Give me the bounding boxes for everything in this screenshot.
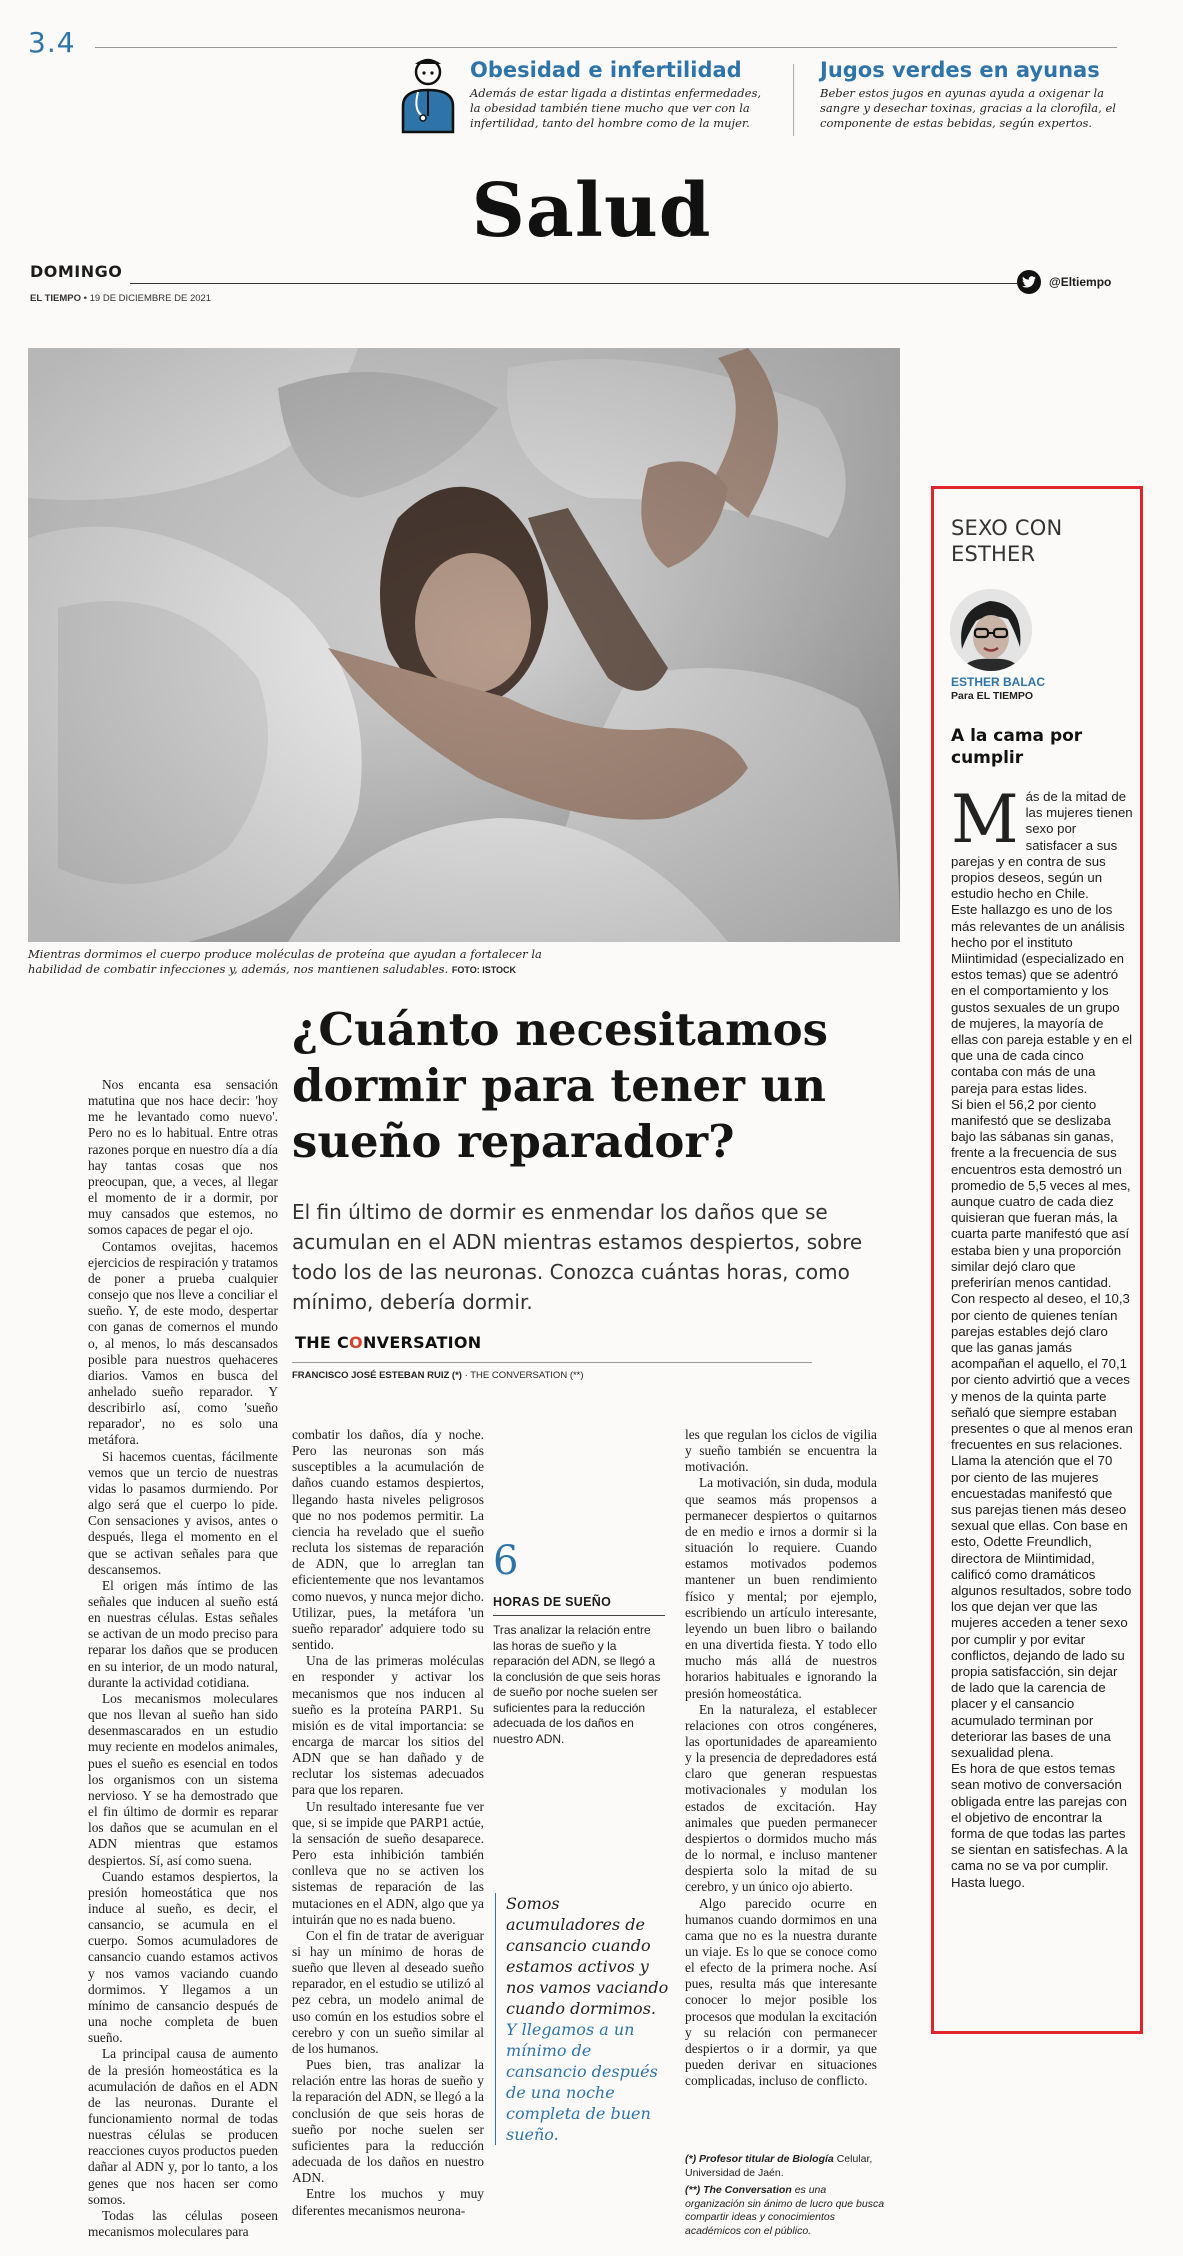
paragraph: El origen más íntimo de las señales que inducen al sueño está en nuestras células. Estas señales se activan de un modo preciso para reparar los daños que se producen en su interior, de un modo natural, durante la actividad cotidiana. [88, 1577, 278, 1690]
footnote-label: (**) The Conversation [685, 2184, 792, 2196]
sidebar-author: ESTHER BALAC [951, 675, 1046, 689]
teaser-text: Además de estar ligada a distintas enfermedades, la obesidad también tiene mucho que ver con la infertilidad, tanto del hombre como de la mujer. [470, 86, 762, 130]
article-column-3 [685, 1427, 877, 2089]
paragraph: Pues bien, tras analizar la relación entre las horas de sueño y la reparación del ADN, se llegó a la conclusión de que seis horas de sueño por noche suelen ser suficientes para la reducción adecuada de los daños en nuestro ADN. [292, 2057, 484, 2186]
paragraph: En la naturaleza, el establecer relaciones con otros congéneres, las oportunidades de apareamiento y la presencia de depredadores está claro que generan respuestas motivacionales y modulan los estados de excitación. Hay animales que pueden permanecer despiertos o dormidos mucho más de lo normal, e incluso mantener despierta solo la mitad de su cerebro, y un único ojo abierto. [685, 1701, 877, 1895]
drop-cap: M [951, 781, 1019, 858]
source-logo-end: NVERSATION [362, 1333, 482, 1352]
author-portrait-icon [950, 589, 1032, 671]
sleeping-woman-image [28, 348, 900, 942]
paragraph: combatir los daños, día y noche. Pero las neuronas son más susceptibles a la acumulación de daños cuando estamos despiertos, llegando hasta niveles peligrosos que no nos podemos permitir. La ciencia ha revelado que el sueño recluta los sistemas de reparación de ADN, que lo arreglan tan eficientemente que nos levantamos como nuevos, y nunca mejor dicho. Utilizar, pues, la metáfora 'un sueño reparador' adquiere todo su sentido. [292, 1427, 484, 1653]
paragraph: Es hora de que estos temas sean motivo de conversación obligada entre las parejas con el objetivo de encontrar la forma de que todas las partes se sientan en satisfechas. A la cama no se va por cumplir. Hasta luego. [951, 1761, 1128, 1890]
paragraph: Un resultado interesante fue ver que, si se impide que PARP1 actúe, la sensación de sueño desaparece. Pero esta inhibición también conlleva que no se activen los sistemas de reparación de las mutaciones en el ADN, algo que ya intuirán que no es nada bueno. [292, 1798, 484, 1927]
source-logo [295, 1333, 482, 1352]
paragraph: Una de las primeras moléculas en responder y activar los mecanismos que nos inducen al sueño es la proteína PARP1. Su misión es de vital importancia: se encarga de marcar los sitios del ADN que se han dañado y de reclutar los sistemas adecuados para que los reparen. [292, 1653, 484, 1798]
twitter-icon [1017, 270, 1041, 294]
top-rule [95, 47, 1117, 48]
paragraph: Si bien el 56,2 por ciento manifestó que se deslizaba bajo las sábanas sin ganas, frente a la frecuencia de sus encuentros esta demostró un promedio de 5,5 veces al mes, aunque cuatro de cada diez quisieran que fueran más, la cuarta parte manifestó que así estaba bien y una proporción similar dejó claro que preferirían menos cantidad. [951, 1096, 1131, 1291]
paragraph: Cuando estamos despiertos, la presión homeostática que nos induce al sueño, es decir, el cansancio, se acumula en el cuerpo. Somos acumuladores de cansancio cuando estamos activos y nos vamos vaciando cuando dormimos. Y llegamos a un mínimo de cansancio después de una noche completa de buen sueño. [88, 1868, 278, 2046]
source-logo-o: O [349, 1333, 363, 1352]
teaser-text: Beber estos jugos en ayunas ayuda a oxigenar la sangre y desechar toxinas, gracias a la clorofila, el componente de estas bebidas, según expertos. [820, 86, 1116, 130]
doctor-icon [393, 56, 463, 134]
byline [292, 1370, 584, 1381]
paragraph: La motivación, sin duda, modula que seamos más propensos a permanecer despiertos o quitarnos de en medio e irnos a dormir si la situación lo requiere. Cuando estamos motivados podemos mantener un buen rendimiento físico y mental; por ejemplo, escribiendo un artículo interesante, leyendo un buen libro o bailando en una divertida fiesta. Y todo ello mucho más allá de nuestros horarios habituales e ignorando la presión homeostática. [685, 1475, 877, 1701]
sidebar-column [931, 486, 1143, 2034]
sidebar-title: A la cama por cumplir [951, 726, 1083, 768]
paragraph: Los mecanismos moleculares que nos llevan al sueño han sido desenmascarados en un estudio muy reciente en modelos animales, pues el sueño es esencial en todos los organismos con un sistema nervioso. Y se ha demostrado que el fin último de dormir es reparar los daños que se acumulan en el ADN mientras que estamos despiertos. Sí, así como suena. [88, 1690, 278, 1868]
teaser-title: Obesidad e infertilidad [470, 58, 742, 82]
paragraph: Algo parecido ocurre en humanos cuando dormimos en una cama que no es la nuestra durante un viaje. Es lo que se conoce como el efecto de la primera noche. Así pues, resulta más que interesante conocer lo mejor posible los procesos que modulan la excitación y su relación con permanecer despiertos o ir a dormir, ya que pueden derivar en situaciones complicadas, incluso de conflicto. [685, 1895, 877, 2089]
twitter-handle: @Eltiempo [1049, 275, 1112, 289]
teaser-title: Jugos verdes en ayunas [820, 58, 1100, 82]
sidebar-lead [951, 781, 1133, 902]
fact-rule [493, 1615, 665, 1616]
dateline: EL TIEMPO • 19 DE DICIEMBRE DE 2021 [30, 293, 212, 304]
paragraph: Este hallazgo es uno de los más relevantes de un análisis hecho por el instituto Miintimidad (especializado en estos temas) que se adentró en el comportamiento y los gustos sexuales de un grupo de mujeres, la mayoría de ellas con pareja estable y en el que una de cada cinco contaba con más de una pareja para estas lides. [951, 902, 1133, 1096]
date: 19 DE DICIEMBRE DE 2021 [89, 293, 212, 304]
paragraph: Llama la atención que el 70 por ciento de las mujeres encuestadas manifestó que sus parejas tienen más deseo sexual que ellas. Con base en esto, Odette Freundlich, directora de Miintimidad, calificó como dramáticos algunos resultados, sobre todo los que dejan ver que las mujeres acceden a tener sexo por cumplir y por evitar conflictos, dejando de lado su propia satisfacción, sin dejar de lado que la carencia de placer y el cansancio acumulado terminan por deteriorar las bases de una sexualidad plena. [951, 1453, 1132, 1760]
footnote-label: (*) Profesor titular de Biología [685, 2153, 834, 2165]
footnote-1 [685, 2153, 885, 2180]
paragraph: Contamos ovejitas, hacemos ejercicios de respiración y tratamos de poner a prueba cualquier consejo que nos lleve a conciliar el sueño. Y, de este modo, despertar con ganas de comernos el mundo o, al menos, lo más descansados posible para nuestros quehaceres diarios. Vamos en busca del anhelado sueño reparador. Y describirlo así, como 'sueño reparador', no es solo una metáfora. [88, 1238, 278, 1448]
teaser-green-juices[interactable] [820, 58, 1120, 131]
article-column-2 [292, 1427, 484, 2219]
paragraph: La principal causa de aumento de la presión homeostática es la acumulación de daños en el ADN de las neuronas. Durante el funcionamiento normal de todas nuestras células se producen reacciones cuyos productos pueden dañar al ADN y, por lo tanto, a los genes que nos hacen ser como somos. [88, 2046, 278, 2207]
paragraph: Todas las células poseen mecanismos moleculares para [88, 2207, 278, 2240]
author-avatar [950, 589, 1032, 671]
twitter-link[interactable] [1017, 270, 1111, 294]
section-rule [130, 283, 1017, 284]
byline-rule [292, 1362, 812, 1363]
article-headline: ¿Cuánto necesitamos dormir para tener un sueño reparador? [292, 1003, 828, 1168]
pull-quote-part-2: Y llegamos a un mínimo de cansancio después de una noche completa de buen sueño. [506, 2020, 658, 2144]
fact-label: HORAS DE SUEÑO [493, 1595, 612, 1609]
paragraph: les que regulan los ciclos de vigilia y sueño también se encuentra la motivación. [685, 1427, 877, 1475]
paragraph: Con el fin de tratar de averiguar si hay un mínimo de horas de sueño que lleven al deseado sueño reparador, en el estudio se utilizó al pez cebra, un modelo animal de uso común en los estudios sobre el cerebro y con un sueño similar al de los humanos. [292, 1927, 484, 2056]
sidebar-author-org: Para EL TIEMPO [951, 690, 1034, 702]
footnote-text: Celular, Universidad de Jaén. [685, 2153, 873, 2179]
section-title: Salud [471, 168, 712, 254]
pull-quote-part-1: Somos acumuladores de cansancio cuando estamos activos y nos vamos vaciando cuando dormimos. [506, 1894, 669, 2018]
byline-author: FRANCISCO JOSÉ ESTEBAN RUIZ (*) [292, 1370, 462, 1381]
paragraph: Entre los muchos y muy diferentes mecanismos neurona- [292, 2186, 484, 2218]
article-photo [28, 348, 900, 942]
footnote-2 [685, 2184, 885, 2238]
brand-name: EL TIEMPO [30, 293, 82, 304]
caption-text: Mientras dormimos el cuerpo produce moléculas de proteína que ayudan a fortalecer la habilidad de combatir infecciones y, además, nos mantienen saludables. [28, 947, 542, 976]
source-logo-start: THE C [295, 1333, 350, 1352]
photo-caption [28, 947, 588, 978]
teaser-obesity[interactable] [470, 58, 770, 131]
byline-source: · THE CONVERSATION (**) [464, 1370, 584, 1381]
footnotes [685, 2153, 885, 2242]
footnote-text: es una organización sin ánimo de lucro que busca compartir ideas y conocimientos académicos con el público. [685, 2184, 885, 2237]
paragraph: Nos encanta esa sensación matutina que nos hace decir: 'hoy me he levantado como nuevo'. Pero no es lo habitual. Entre otras razones porque en nuestro día a día hay tantas cosas que nos preocupan, que, a veces, al llegar el momento de ir a dormir, por muy cansados que estemos, no somos capaces de pegar el ojo. [88, 1077, 278, 1238]
sidebar-kicker: SEXO CON ESTHER [951, 516, 1063, 566]
teaser-divider [793, 64, 794, 136]
page-number: 3.4 [28, 26, 76, 59]
fact-number: 6 [493, 1538, 519, 1584]
sidebar-lead-text: ás de la mitad de las mujeres tienen sexo por satisfacer a sus parejas y en contra de sus propios deseos, según un estudio hecho en Chile. [951, 789, 1133, 902]
day-label: DOMINGO [30, 262, 123, 281]
pull-quote [495, 1893, 675, 2145]
article-deck: El fin último de dormir es enmendar los daños que se acumulan en el ADN mientras estamos despiertos, sobre todo los de las neuronas. Conozca cuántas horas, como mínimo, debería dormir. [292, 1200, 863, 1314]
article-column-1 [88, 1077, 278, 2240]
paragraph: Si hacemos cuentas, fácilmente vemos que un tercio de nuestras vidas lo pasamos durmiendo. Por algo será que el cuerpo lo pide. Con sensaciones y avisos, antes o después, llega el momento en el que se activan señales para que descansemos. [88, 1448, 278, 1577]
fact-text: Tras analizar la relación entre las horas de sueño y la reparación del ADN, se llegó a la conclusión de que seis horas de sueño por noche suelen ser suficientes para la reducción adecuada de los daños en nuestro ADN. [493, 1623, 661, 1746]
sidebar-body [951, 781, 1133, 1891]
photo-credit: FOTO: ISTOCK [451, 965, 517, 975]
paragraph: Con respecto al deseo, el 10,3 por ciento de quienes tenían parejas estables dejó claro que las ganas jamás acompañan el aquello, el 70,1 por ciento advirtió que a veces y menos de la quinta parte señaló que siempre estaban presentes o que al menos eran frecuentes en sus relaciones. [951, 1291, 1133, 1453]
